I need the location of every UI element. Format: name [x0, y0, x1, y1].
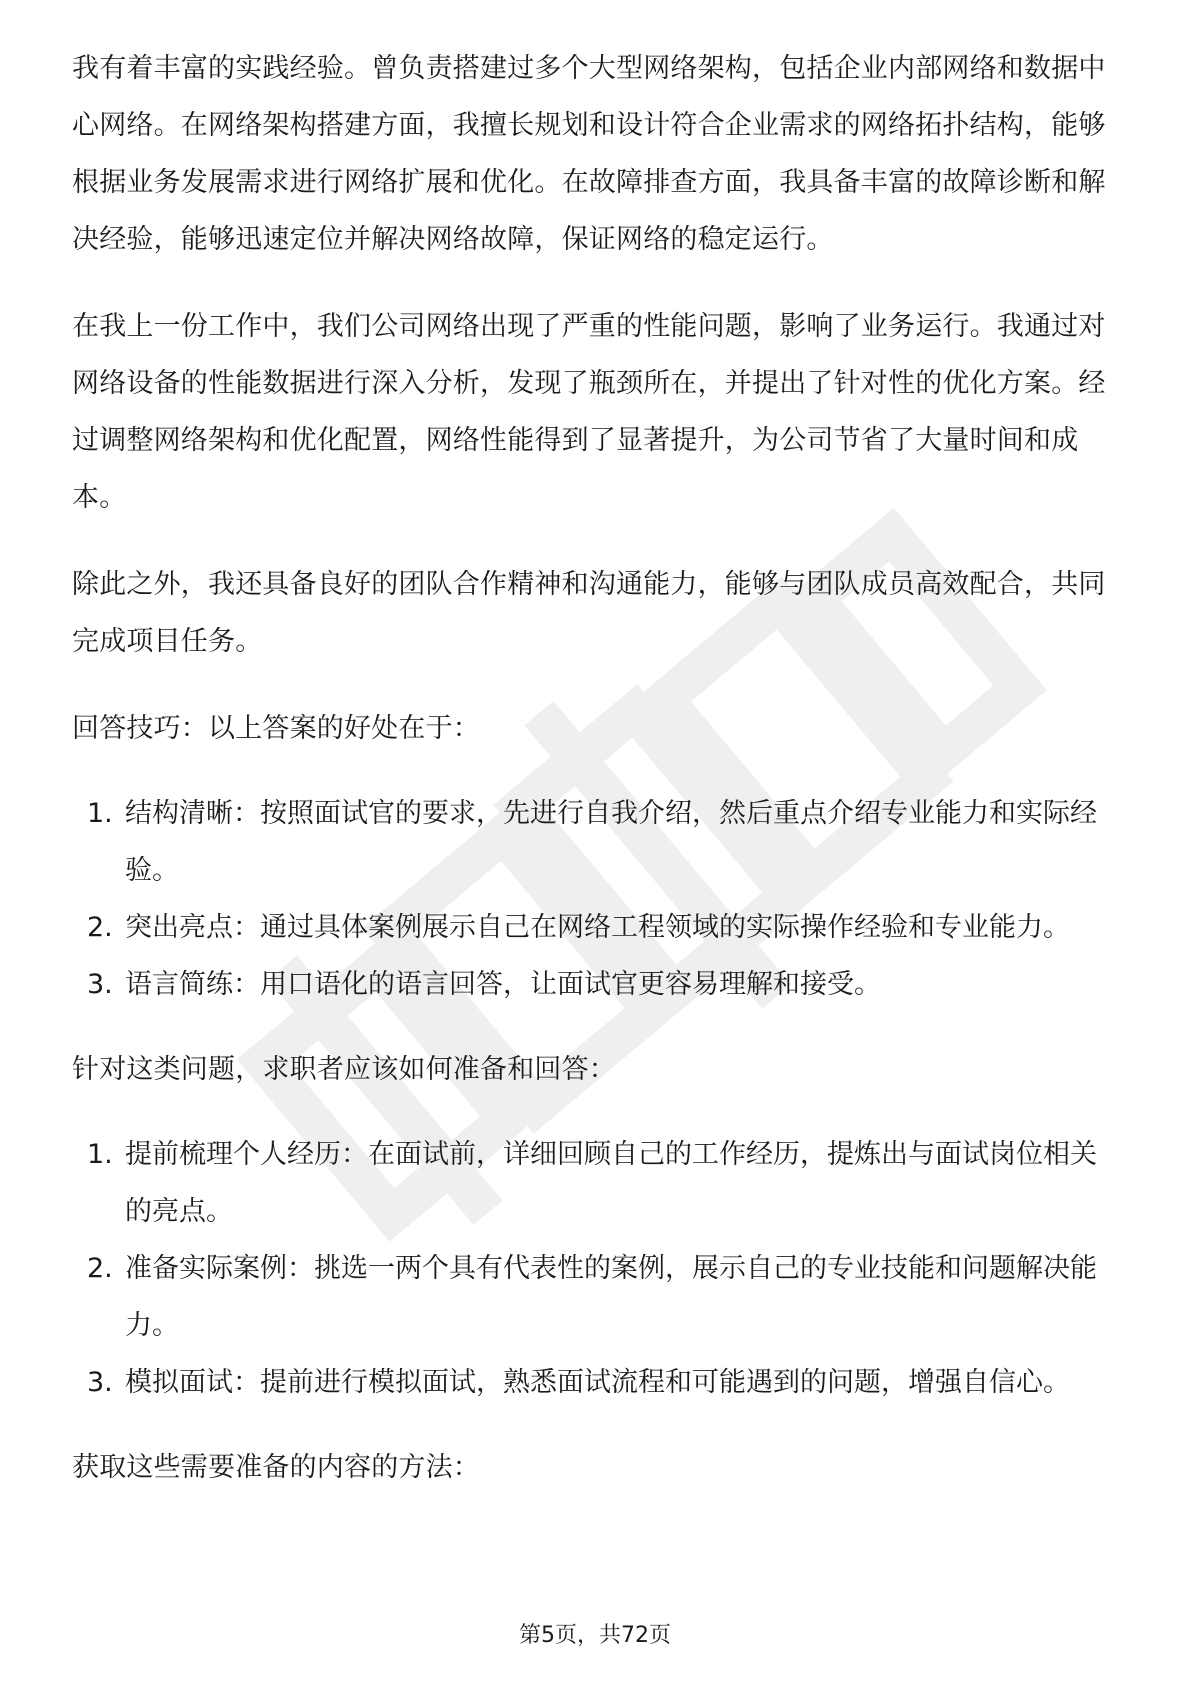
list-item-text: 突出亮点：通过具体案例展示自己在网络工程领域的实际操作经验和专业能力。 — [125, 912, 1070, 943]
paragraph-case: 在我上一份工作中，我们公司网络出现了严重的性能问题，影响了业务运行。我通过对网络设备的性能数据进行深入分析，发现了瓶颈所在，并提出了针对性的优化方案。经过调整网络架构和优化配置，网络性能得到了显著提升，为公司节省了大量时间和成本。 — [72, 311, 1106, 513]
list-item-text: 提前梳理个人经历：在面试前，详细回顾自己的工作经历，提炼出与面试岗位相关的亮点。 — [125, 1139, 1097, 1227]
list-item — [72, 1240, 1122, 1354]
list-number: 2. — [87, 1253, 113, 1284]
list-item-text: 准备实际案例：挑选一两个具有代表性的案例，展示自己的专业技能和问题解决能力。 — [125, 1253, 1097, 1341]
list-item — [72, 899, 1122, 956]
list-item-text: 模拟面试：提前进行模拟面试，熟悉面试流程和可能遇到的问题，增强自信心。 — [125, 1367, 1070, 1398]
document-page — [72, 40, 1122, 1496]
page-footer: 第5页，共72页 — [519, 1623, 671, 1648]
tips-list — [72, 785, 1122, 1013]
list-item-text: 结构清晰：按照面试官的要求，先进行自我介绍，然后重点介绍专业能力和实际经验。 — [125, 798, 1097, 886]
tips-heading: 回答技巧：以上答案的好处在于： — [72, 713, 480, 744]
list-number: 3. — [87, 1367, 113, 1398]
list-item — [72, 1354, 1122, 1411]
prep-heading: 针对这类问题，求职者应该如何准备和回答： — [72, 1054, 616, 1085]
method-heading: 获取这些需要准备的内容的方法： — [72, 1452, 480, 1483]
list-item-text: 语言简练：用口语化的语言回答，让面试官更容易理解和接受。 — [125, 969, 881, 1000]
list-item — [72, 1126, 1122, 1240]
list-number: 2. — [87, 912, 113, 943]
list-number: 1. — [87, 798, 113, 829]
prep-list — [72, 1126, 1122, 1411]
list-number: 3. — [87, 969, 113, 1000]
list-number: 1. — [87, 1139, 113, 1170]
list-item — [72, 956, 1122, 1013]
paragraph-teamwork: 除此之外，我还具备良好的团队合作精神和沟通能力，能够与团队成员高效配合，共同完成项目任务。 — [72, 569, 1106, 657]
list-item — [72, 785, 1122, 899]
paragraph-experience: 我有着丰富的实践经验。曾负责搭建过多个大型网络架构，包括企业内部网络和数据中心网络。在网络架构搭建方面，我擅长规划和设计符合企业需求的网络拓扑结构，能够根据业务发展需求进行网络扩展和优化。在故障排查方面，我具备丰富的故障诊断和解决经验，能够迅速定位并解决网络故障，保证网络的稳定运行。 — [72, 53, 1106, 255]
